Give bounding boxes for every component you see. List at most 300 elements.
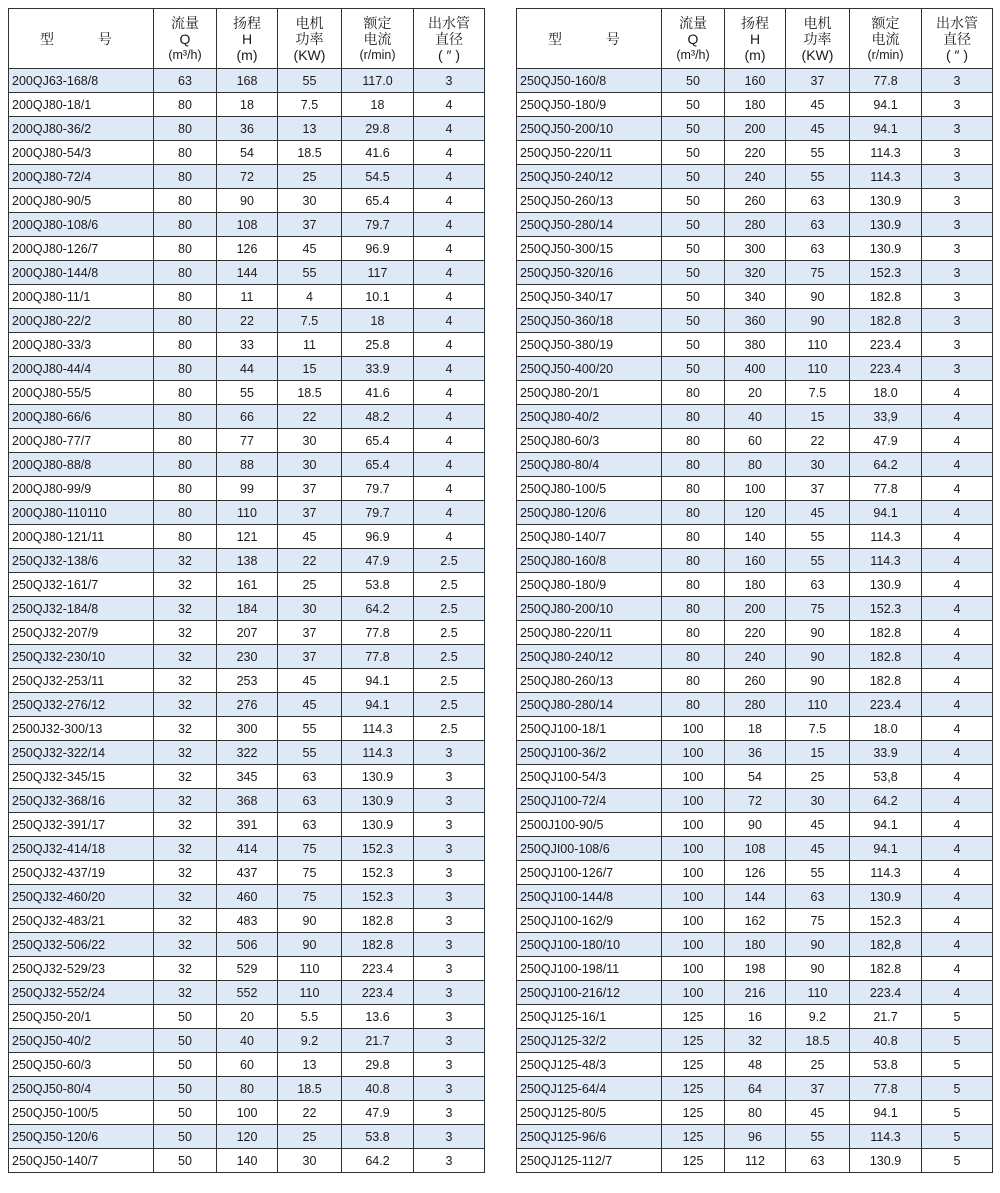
table-row — [517, 597, 993, 621]
cell-model: 250QJ50-320/16 — [517, 261, 662, 285]
cell-model: 250QJ32-161/7 — [9, 573, 154, 597]
cell-power: 90 — [786, 933, 850, 957]
header-outlet: 出水管 直径 ( ″ ) — [414, 9, 485, 69]
table-row — [9, 861, 485, 885]
cell-flow: 50 — [154, 1101, 217, 1125]
cell-flow: 80 — [662, 381, 725, 405]
header-outlet: 出水管 直径 ( ″ ) — [922, 9, 993, 69]
cell-outlet: 4 — [414, 525, 485, 549]
table-row — [9, 117, 485, 141]
cell-power: 63 — [278, 813, 342, 837]
table-row — [9, 261, 485, 285]
cell-flow: 80 — [154, 501, 217, 525]
cell-outlet: 3 — [414, 933, 485, 957]
cell-power: 45 — [786, 837, 850, 861]
cell-outlet: 4 — [922, 909, 993, 933]
cell-flow: 80 — [154, 333, 217, 357]
cell-head: 180 — [725, 93, 786, 117]
table-row — [517, 885, 993, 909]
cell-current: 152.3 — [850, 261, 922, 285]
cell-flow: 100 — [662, 741, 725, 765]
cell-model: 250QJ32-322/14 — [9, 741, 154, 765]
cell-current: 53.8 — [850, 1053, 922, 1077]
cell-model: 250QJ50-60/3 — [9, 1053, 154, 1077]
cell-flow: 32 — [154, 573, 217, 597]
cell-power: 22 — [278, 405, 342, 429]
cell-current: 130.9 — [850, 213, 922, 237]
table-row — [517, 717, 993, 741]
cell-power: 15 — [786, 405, 850, 429]
cell-flow: 32 — [154, 789, 217, 813]
cell-power: 55 — [278, 741, 342, 765]
cell-outlet: 4 — [414, 165, 485, 189]
cell-power: 90 — [278, 909, 342, 933]
cell-model: 250QJ100-18/1 — [517, 717, 662, 741]
cell-head: 55 — [217, 381, 278, 405]
cell-head: 220 — [725, 621, 786, 645]
table-row — [517, 1005, 993, 1029]
cell-outlet: 3 — [414, 765, 485, 789]
cell-head: 96 — [725, 1125, 786, 1149]
table-row — [517, 285, 993, 309]
cell-flow: 50 — [154, 1053, 217, 1077]
cell-head: 391 — [217, 813, 278, 837]
cell-flow: 80 — [154, 141, 217, 165]
cell-current: 117 — [342, 261, 414, 285]
cell-power: 75 — [278, 837, 342, 861]
table-row — [517, 1077, 993, 1101]
cell-power: 30 — [278, 597, 342, 621]
cell-power: 7.5 — [786, 717, 850, 741]
header-power: 电机 功率 (KW) — [278, 9, 342, 69]
cell-head: 184 — [217, 597, 278, 621]
cell-head: 110 — [217, 501, 278, 525]
cell-current: 130.9 — [342, 789, 414, 813]
table-row — [9, 237, 485, 261]
cell-current: 94.1 — [850, 501, 922, 525]
cell-outlet: 3 — [922, 117, 993, 141]
cell-outlet: 3 — [414, 1101, 485, 1125]
cell-current: 64.2 — [342, 1149, 414, 1173]
cell-outlet: 4 — [922, 381, 993, 405]
cell-current: 21.7 — [342, 1029, 414, 1053]
cell-head: 220 — [725, 141, 786, 165]
table-row — [9, 189, 485, 213]
cell-head: 260 — [725, 669, 786, 693]
cell-current: 94.1 — [850, 813, 922, 837]
cell-flow: 63 — [154, 69, 217, 93]
cell-head: 168 — [217, 69, 278, 93]
cell-flow: 32 — [154, 957, 217, 981]
cell-outlet: 4 — [922, 933, 993, 957]
cell-current: 77.8 — [342, 645, 414, 669]
table-row — [9, 141, 485, 165]
cell-head: 60 — [725, 429, 786, 453]
cell-flow: 80 — [154, 525, 217, 549]
cell-outlet: 2.5 — [414, 693, 485, 717]
table-row — [9, 93, 485, 117]
table-row — [517, 477, 993, 501]
cell-head: 80 — [217, 1077, 278, 1101]
cell-power: 22 — [786, 429, 850, 453]
cell-head: 20 — [725, 381, 786, 405]
table-row — [517, 765, 993, 789]
cell-current: 41.6 — [342, 381, 414, 405]
cell-outlet: 3 — [922, 285, 993, 309]
cell-flow: 125 — [662, 1101, 725, 1125]
table-row — [517, 813, 993, 837]
cell-power: 63 — [786, 573, 850, 597]
cell-power: 9.2 — [786, 1005, 850, 1029]
cell-flow: 100 — [662, 981, 725, 1005]
table-row — [9, 69, 485, 93]
table-row — [9, 765, 485, 789]
table-row — [517, 861, 993, 885]
cell-flow: 80 — [154, 261, 217, 285]
cell-outlet: 4 — [414, 357, 485, 381]
cell-power: 25 — [786, 1053, 850, 1077]
table-row — [517, 789, 993, 813]
cell-power: 55 — [786, 165, 850, 189]
cell-power: 90 — [786, 645, 850, 669]
cell-model: 250QJ50-280/14 — [517, 213, 662, 237]
cell-outlet: 4 — [922, 861, 993, 885]
table-row — [9, 669, 485, 693]
cell-current: 94.1 — [342, 693, 414, 717]
cell-current: 29.8 — [342, 117, 414, 141]
cell-outlet: 3 — [414, 909, 485, 933]
cell-model: 200QJ80-72/4 — [9, 165, 154, 189]
cell-power: 45 — [786, 501, 850, 525]
spec-table-left — [8, 8, 485, 1173]
table-row — [517, 957, 993, 981]
cell-outlet: 5 — [922, 1053, 993, 1077]
cell-flow: 80 — [662, 549, 725, 573]
cell-model: 250QJ80-60/3 — [517, 429, 662, 453]
cell-outlet: 4 — [922, 621, 993, 645]
cell-outlet: 3 — [922, 357, 993, 381]
cell-power: 55 — [786, 141, 850, 165]
cell-outlet: 3 — [922, 165, 993, 189]
cell-outlet: 3 — [414, 885, 485, 909]
cell-outlet: 4 — [922, 477, 993, 501]
cell-flow: 50 — [662, 69, 725, 93]
cell-head: 340 — [725, 285, 786, 309]
cell-outlet: 3 — [414, 1053, 485, 1077]
cell-power: 13 — [278, 1053, 342, 1077]
cell-outlet: 4 — [922, 573, 993, 597]
cell-current: 223.4 — [850, 693, 922, 717]
cell-outlet: 2.5 — [414, 573, 485, 597]
cell-outlet: 3 — [922, 237, 993, 261]
spec-table-right — [516, 8, 993, 1173]
cell-model: 250QJ100-180/10 — [517, 933, 662, 957]
cell-power: 55 — [786, 1125, 850, 1149]
cell-head: 230 — [217, 645, 278, 669]
cell-outlet: 3 — [922, 333, 993, 357]
cell-power: 90 — [786, 621, 850, 645]
table-row — [9, 813, 485, 837]
cell-model: 200QJ80-54/3 — [9, 141, 154, 165]
cell-power: 18.5 — [786, 1029, 850, 1053]
cell-current: 114.3 — [342, 741, 414, 765]
cell-current: 152.3 — [342, 885, 414, 909]
cell-current: 41.6 — [342, 141, 414, 165]
cell-model: 250QJ50-260/13 — [517, 189, 662, 213]
cell-outlet: 2.5 — [414, 597, 485, 621]
cell-model: 200QJ80-77/7 — [9, 429, 154, 453]
cell-model: 250QJ50-340/17 — [517, 285, 662, 309]
cell-current: 182.8 — [850, 621, 922, 645]
cell-model: 200QJ80-144/8 — [9, 261, 154, 285]
cell-outlet: 3 — [414, 1077, 485, 1101]
cell-outlet: 3 — [414, 861, 485, 885]
cell-head: 144 — [217, 261, 278, 285]
cell-model: 250QJ100-144/8 — [517, 885, 662, 909]
cell-power: 45 — [278, 525, 342, 549]
cell-current: 65.4 — [342, 453, 414, 477]
cell-model: 250QJ100-72/4 — [517, 789, 662, 813]
cell-flow: 50 — [662, 261, 725, 285]
table-row — [9, 165, 485, 189]
cell-flow: 32 — [154, 621, 217, 645]
cell-flow: 32 — [154, 837, 217, 861]
cell-model: 250QJ50-100/5 — [9, 1101, 154, 1125]
cell-head: 200 — [725, 117, 786, 141]
cell-outlet: 4 — [922, 957, 993, 981]
table-row — [517, 669, 993, 693]
cell-current: 47.9 — [342, 1101, 414, 1125]
cell-current: 96.9 — [342, 237, 414, 261]
cell-head: 36 — [725, 741, 786, 765]
cell-flow: 100 — [662, 957, 725, 981]
cell-model: 250QJ50-380/19 — [517, 333, 662, 357]
cell-model: 250QJ125-48/3 — [517, 1053, 662, 1077]
cell-model: 250QJ32-483/21 — [9, 909, 154, 933]
cell-head: 300 — [217, 717, 278, 741]
cell-flow: 125 — [662, 1125, 725, 1149]
table-row — [9, 333, 485, 357]
cell-flow: 80 — [662, 693, 725, 717]
cell-flow: 80 — [662, 573, 725, 597]
table-row — [9, 1005, 485, 1029]
cell-outlet: 2.5 — [414, 669, 485, 693]
cell-flow: 50 — [662, 213, 725, 237]
cell-current: 114.3 — [342, 717, 414, 741]
cell-current: 53.8 — [342, 573, 414, 597]
cell-head: 280 — [725, 213, 786, 237]
cell-current: 182.8 — [850, 285, 922, 309]
cell-model: 250QJ32-414/18 — [9, 837, 154, 861]
table-row — [9, 357, 485, 381]
cell-current: 94.1 — [850, 117, 922, 141]
cell-model: 250QJ125-32/2 — [517, 1029, 662, 1053]
cell-power: 55 — [786, 861, 850, 885]
cell-current: 94.1 — [342, 669, 414, 693]
table-row — [517, 933, 993, 957]
cell-outlet: 4 — [922, 981, 993, 1005]
cell-model: 200QJ80-110110 — [9, 501, 154, 525]
cell-model: 250QJ125-112/7 — [517, 1149, 662, 1173]
cell-current: 33,9 — [850, 405, 922, 429]
cell-head: 140 — [217, 1149, 278, 1173]
cell-head: 90 — [217, 189, 278, 213]
cell-head: 54 — [217, 141, 278, 165]
cell-model: 2500J32-300/13 — [9, 717, 154, 741]
cell-model: 250QJ32-529/23 — [9, 957, 154, 981]
table-row — [517, 69, 993, 93]
table-row — [517, 213, 993, 237]
cell-head: 120 — [217, 1125, 278, 1149]
cell-model: 250QJ50-300/15 — [517, 237, 662, 261]
cell-model: 250QJ32-552/24 — [9, 981, 154, 1005]
table-row — [9, 213, 485, 237]
cell-outlet: 5 — [922, 1029, 993, 1053]
cell-flow: 100 — [662, 765, 725, 789]
cell-outlet: 3 — [922, 261, 993, 285]
cell-head: 414 — [217, 837, 278, 861]
cell-outlet: 3 — [922, 69, 993, 93]
cell-model: 250QJ32-368/16 — [9, 789, 154, 813]
cell-flow: 125 — [662, 1149, 725, 1173]
header-flow: 流量 Q (m³/h) — [154, 9, 217, 69]
cell-outlet: 4 — [414, 141, 485, 165]
cell-flow: 100 — [662, 909, 725, 933]
cell-head: 380 — [725, 333, 786, 357]
cell-outlet: 5 — [922, 1005, 993, 1029]
cell-outlet: 4 — [922, 525, 993, 549]
cell-model: 200QJ80-44/4 — [9, 357, 154, 381]
cell-current: 114.3 — [850, 1125, 922, 1149]
cell-outlet: 4 — [414, 405, 485, 429]
cell-current: 47.9 — [850, 429, 922, 453]
cell-power: 18.5 — [278, 141, 342, 165]
cell-flow: 80 — [662, 597, 725, 621]
table-row — [9, 1053, 485, 1077]
cell-current: 114.3 — [850, 141, 922, 165]
cell-power: 75 — [278, 885, 342, 909]
cell-current: 40.8 — [342, 1077, 414, 1101]
cell-outlet: 4 — [922, 693, 993, 717]
table-row — [517, 573, 993, 597]
cell-power: 90 — [786, 669, 850, 693]
cell-model: 200QJ80-36/2 — [9, 117, 154, 141]
cell-current: 152.3 — [850, 597, 922, 621]
cell-current: 223.4 — [342, 957, 414, 981]
cell-head: 64 — [725, 1077, 786, 1101]
cell-flow: 32 — [154, 597, 217, 621]
cell-head: 320 — [725, 261, 786, 285]
cell-outlet: 4 — [922, 717, 993, 741]
table-row — [517, 453, 993, 477]
cell-head: 100 — [217, 1101, 278, 1125]
cell-head: 112 — [725, 1149, 786, 1173]
cell-current: 77.8 — [850, 69, 922, 93]
table-row — [9, 1125, 485, 1149]
cell-power: 9.2 — [278, 1029, 342, 1053]
cell-outlet: 4 — [414, 189, 485, 213]
cell-power: 45 — [786, 93, 850, 117]
cell-model: 250QJ50-120/6 — [9, 1125, 154, 1149]
cell-head: 460 — [217, 885, 278, 909]
table-row — [9, 693, 485, 717]
cell-flow: 80 — [154, 189, 217, 213]
cell-current: 79.7 — [342, 501, 414, 525]
cell-model: 250QJ32-276/12 — [9, 693, 154, 717]
table-row — [9, 1149, 485, 1173]
cell-model: 250QJ100-216/12 — [517, 981, 662, 1005]
header-head: 扬程 H (m) — [217, 9, 278, 69]
cell-model: 250QJ50-200/10 — [517, 117, 662, 141]
cell-model: 250QJ125-16/1 — [517, 1005, 662, 1029]
cell-power: 37 — [278, 621, 342, 645]
cell-flow: 125 — [662, 1029, 725, 1053]
cell-current: 94.1 — [850, 93, 922, 117]
cell-model: 200QJ80-88/8 — [9, 453, 154, 477]
cell-model: 250QJ50-400/20 — [517, 357, 662, 381]
cell-head: 20 — [217, 1005, 278, 1029]
cell-head: 44 — [217, 357, 278, 381]
cell-flow: 80 — [662, 525, 725, 549]
header-current: 额定 电流 (r/min) — [342, 9, 414, 69]
cell-current: 130.9 — [342, 765, 414, 789]
cell-current: 152.3 — [850, 909, 922, 933]
table-row — [9, 1101, 485, 1125]
cell-head: 180 — [725, 933, 786, 957]
table-row — [517, 141, 993, 165]
cell-flow: 32 — [154, 741, 217, 765]
cell-flow: 32 — [154, 645, 217, 669]
cell-outlet: 4 — [922, 405, 993, 429]
cell-current: 18 — [342, 93, 414, 117]
table-body-left — [9, 69, 485, 1173]
cell-flow: 50 — [154, 1029, 217, 1053]
cell-model: 250QJ125-64/4 — [517, 1077, 662, 1101]
cell-model: 200QJ80-33/3 — [9, 333, 154, 357]
cell-outlet: 4 — [922, 885, 993, 909]
header-model: 型 号 — [9, 9, 154, 69]
cell-current: 182.8 — [342, 933, 414, 957]
cell-power: 7.5 — [786, 381, 850, 405]
cell-power: 110 — [278, 957, 342, 981]
cell-head: 80 — [725, 1101, 786, 1125]
cell-power: 55 — [786, 525, 850, 549]
cell-outlet: 4 — [414, 501, 485, 525]
cell-outlet: 2.5 — [414, 621, 485, 645]
table-row — [517, 189, 993, 213]
cell-flow: 50 — [154, 1005, 217, 1029]
cell-current: 47.9 — [342, 549, 414, 573]
cell-flow: 50 — [662, 117, 725, 141]
cell-model: 250QJ125-96/6 — [517, 1125, 662, 1149]
cell-current: 96.9 — [342, 525, 414, 549]
table-row — [517, 261, 993, 285]
cell-flow: 50 — [662, 165, 725, 189]
table-row — [517, 741, 993, 765]
cell-model: 250QJ80-220/11 — [517, 621, 662, 645]
cell-head: 18 — [217, 93, 278, 117]
table-row — [9, 525, 485, 549]
cell-outlet: 3 — [414, 789, 485, 813]
cell-flow: 50 — [662, 189, 725, 213]
cell-model: 250QJ80-200/10 — [517, 597, 662, 621]
cell-flow: 32 — [154, 717, 217, 741]
cell-head: 253 — [217, 669, 278, 693]
cell-model: 200QJ80-22/2 — [9, 309, 154, 333]
cell-power: 45 — [278, 693, 342, 717]
cell-outlet: 3 — [414, 1005, 485, 1029]
cell-power: 13 — [278, 117, 342, 141]
